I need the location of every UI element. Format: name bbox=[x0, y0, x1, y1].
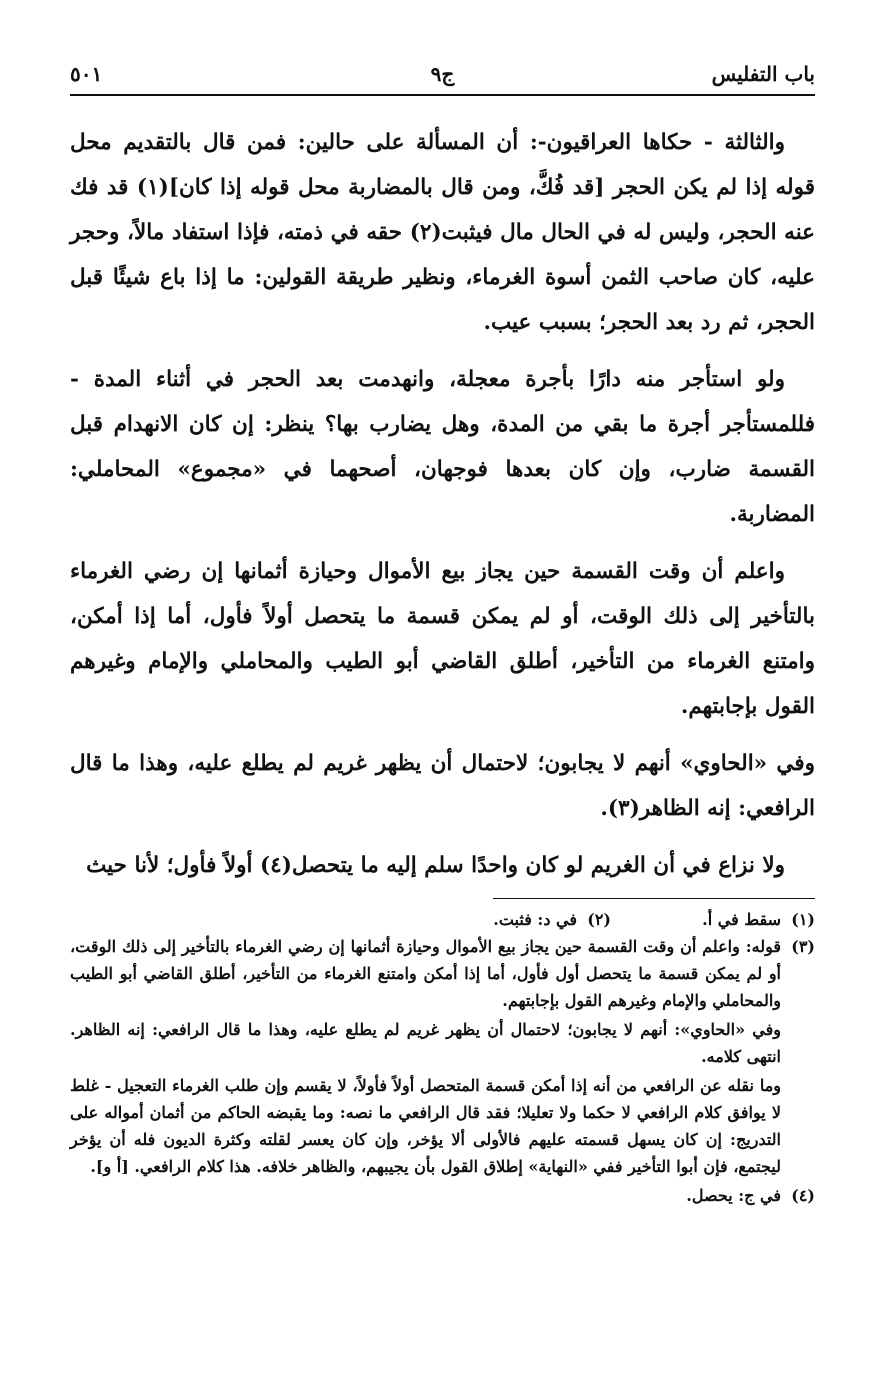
chapter-title: باب التفليس bbox=[711, 62, 815, 86]
paragraph-2: ولو استأجر منه دارًا بأجرة معجلة، وانهدمت بعد الحجر في أثناء المدة - فللمستأجر أجرة ما بقي من المدة، وهل يضارب بها؟ ينظر: إن كان الانهدام قبل القسمة ضارب، وإن كان بعدها فوجهان، أصحهما في «مجموع» المحاملي: المضاربة. bbox=[70, 367, 815, 527]
footnote-1-number: (١) bbox=[791, 910, 815, 929]
page-number: ٥٠١ bbox=[70, 62, 103, 86]
footnote-row-3 bbox=[70, 933, 815, 1182]
footnotes bbox=[70, 906, 815, 1209]
volume-label: ج٩ bbox=[430, 62, 455, 86]
paragraph-5: ولا نزاع في أن الغريم لو كان واحدًا سلم إليه ما يتحصل(٤) أولاً فأول؛ لأنا حيث bbox=[86, 853, 785, 878]
footnote-separator bbox=[493, 898, 815, 899]
main-text bbox=[70, 120, 815, 900]
footnote-3-line-2: وفي «الحاوي»: أنهم لا يجابون؛ لاحتمال أن يظهر غريم لم يطلع عليه، وهذا ما قال الرافعي: إنه الظاهر. انتهى كلامه. bbox=[70, 1020, 781, 1066]
footnote-row-4 bbox=[70, 1182, 815, 1209]
footnote-row-1-2 bbox=[70, 906, 815, 933]
footnote-1-text: سقط في أ. bbox=[702, 910, 781, 929]
footnote-3-line-1: قوله: واعلم أن وقت القسمة حين يجاز بيع الأموال وحيازة أثمانها إن رضي الغرماء بالتأخير إلى ذلك الوقت، أو لم يمكن قسمة ما يتحصل أول فأول، أما إذا أمكن وامتنع الغرماء من التأخير، أطلق القاضي أبو الطيب والمحاملي والإمام وغيرهم القول بإجابتهم. bbox=[70, 937, 781, 1010]
footnote-2-number: (٢) bbox=[587, 910, 611, 929]
footnote-3-number: (٣) bbox=[791, 937, 815, 956]
footnote-3-text bbox=[70, 933, 781, 1182]
paragraph-4: وفي «الحاوي» أنهم لا يجابون؛ لاحتمال أن يظهر غريم لم يطلع عليه، وهذا ما قال الرافعي: إنه الظاهر(٣). bbox=[70, 751, 815, 821]
footnote-4-number: (٤) bbox=[791, 1186, 815, 1205]
footnote-3-line-3: وما نقله عن الرافعي من أنه إذا أمكن قسمة المتحصل أولاً فأولاً، لا يقسم وإن طلب الغرماء التعجيل - غلط لا يوافق كلام الرافعي لا حكما ولا تعليلا؛ فقد قال الرافعي ما نصه: وما يقبضه الحاكم من أثمان أمواله على التدريج: إن كان يسهل قسمته عليهم فالأولى ألا يؤخر، وإن كان يعسر لقلته وكثرة الديون فله أن يؤخر ليجتمع، فإن أبوا التأخير ففي «النهاية» إطلاق القول بأن يجيبهم، والظاهر خلافه. هذا كلام الرافعي. [أ و]. bbox=[70, 1076, 781, 1176]
paragraph-1: والثالثة - حكاها العراقيون-: أن المسألة على حالين: فمن قال بالتقديم محل قوله إذا لم يكن الحجر [قد فُكَّ، ومن قال بالمضاربة محل قوله إذا كان](١) قد فك عنه الحجر، وليس له في الحال مال فيثبت(٢) حقه في ذمته، فإذا استفاد مالاً، وحجر عليه، كان صاحب الثمن أسوة الغرماء، ونظير طريقة القولين: ما إذا باع شيئًا قبل الحجر، ثم رد بعد الحجر؛ بسبب عيب. bbox=[70, 130, 816, 335]
paragraph-3: واعلم أن وقت القسمة حين يجاز بيع الأموال وحيازة أثمانها إن رضي الغرماء بالتأخير إلى ذلك الوقت، أو لم يمكن قسمة ما يتحصل أولاً فأول، أما إذا أمكن، وامتنع الغرماء من التأخير، أطلق القاضي أبو الطيب والمحاملي والإمام وغيرهم القول بإجابتهم. bbox=[70, 559, 815, 719]
footnote-2-text: في د: فثبت. bbox=[493, 910, 577, 929]
footnote-4-text: في ج: يحصل. bbox=[686, 1186, 781, 1205]
running-header bbox=[70, 60, 815, 96]
